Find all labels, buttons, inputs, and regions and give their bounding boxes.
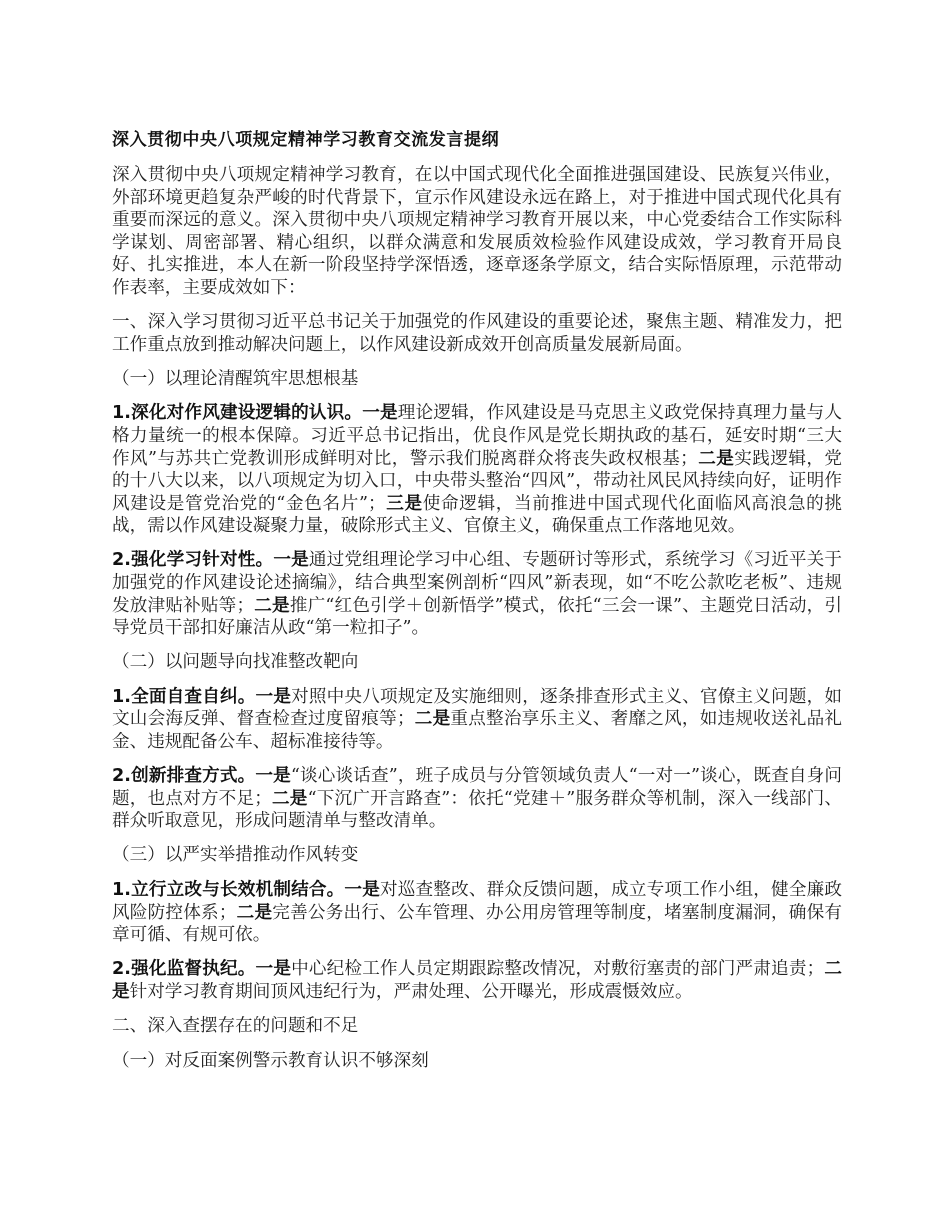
- item-1-3-2: [112, 958, 842, 1003]
- keyword-second: 二是: [112, 959, 842, 1002]
- item-text: “下沉广开言路查”：依托“党建＋”服务群众等机制，深入一线部门、群众听取意见，形成问题清单与整改清单。: [112, 788, 842, 832]
- item-lead: 2.强化学习针对性。: [112, 550, 274, 571]
- subsection-1-3-heading: （三）以严实举措推动作风转变: [112, 845, 359, 866]
- item-1-1-1: [112, 402, 842, 538]
- intro-paragraph: 深入贯彻中央八项规定精神学习教育，在以中国式现代化全面推进强国建设、民族复兴伟业，外部环境更趋复杂严峻的时代背景下，宣示作风建设永远在路上，对于推进中国式现代化具有重要而深远的意义。深入贯彻中央八项规定精神学习教育开展以来，中心党委结合工作实际科学谋划、周密部署、精心组织，以群众满意和发展质效检验作风建设成效，学习教育开局良好、扎实推进，本人在新一阶段坚持学深悟透，逐章逐条学原文，结合实际悟原理，示范带动作表率，主要成效如下：: [112, 165, 842, 298]
- keyword-first: 一是: [255, 766, 291, 787]
- keyword-second: 二是: [697, 448, 735, 469]
- item-text: 推广“红色引学＋创新悟学”模式，依托“三会一课”、主题党日活动，引导党员干部扣好廉洁从政“第一粒扣子”。: [112, 595, 842, 639]
- keyword-second: 二是: [254, 595, 290, 616]
- keyword-second: 二是: [236, 902, 273, 923]
- item-lead: 1.全面自查自纠。: [112, 686, 256, 707]
- section-2-heading: 二、深入查摆存在的问题和不足: [112, 1016, 359, 1036]
- subsection-1-2-heading: （二）以问题导向找准整改靶向: [112, 652, 359, 673]
- item-text: 完善公务出行、公车管理、办公用房管理等制度，堵塞制度漏洞，确保有章可循、有规可依。: [112, 902, 842, 946]
- item-text: 通过党组理论学习中心组、专题研讨等形式，系统学习《习近平关于加强党的作风建设论述摘编》，结合典型案例剖析“四风”新表现，如“不吃公款吃老板”、违规发放津贴补贴等；: [112, 550, 842, 616]
- item-1-2-2: [112, 765, 842, 833]
- keyword-first: 一是: [255, 959, 292, 980]
- keyword-third: 三是: [385, 493, 423, 514]
- item-text: 中心纪检工作人员定期跟踪整改情况，对敷衍塞责的部门严肃追责；: [291, 959, 825, 980]
- item-lead: 2.强化监督执纪。: [112, 959, 256, 980]
- item-lead: 1.深化对作风建设逻辑的认识。: [112, 403, 363, 424]
- item-text: 对照中央八项规定及实施细则，逐条排查形式主义、官僚主义问题，如文山会海反弹、督查检查过度留痕等；: [112, 686, 842, 730]
- item-lead: 2.创新排查方式。: [112, 766, 256, 787]
- item-1-2-1: [112, 686, 842, 754]
- item-1-3-1: [112, 879, 842, 947]
- keyword-first: 一是: [273, 550, 309, 571]
- section-1-heading: 一、深入学习贯彻习近平总书记关于加强党的作风建设的重要论述，聚焦主题、精准发力，把工作重点放到推动解决问题上，以作风建设新成效开创高质量发展新局面。: [112, 312, 842, 355]
- item-text: 针对学习教育期间顶风违纪行为，严肃处理、公开曝光，形成震慑效应。: [129, 981, 693, 1002]
- keyword-second: 二是: [414, 709, 451, 730]
- subsection-2-1-heading: （一）对反面案例警示教育认识不够深刻: [112, 1050, 429, 1071]
- item-text: 理论逻辑，作风建设是马克思主义政党保持真理力量与人格力量统一的根本保障。习近平总书记指出，优良作风是党长期执政的基石，延安时期“三大作风”与苏共亡党教训形成鲜明对比，警示我们脱离群众将丧失政权根基；: [112, 403, 842, 469]
- subsection-1-1-heading: （一）以理论清醒筑牢思想根基: [112, 368, 359, 389]
- item-lead: 1.立行立改与长效机制结合。: [112, 880, 345, 901]
- item-text: 使命逻辑，当前推进中国式现代化面临风高浪急的挑战，需以作风建设凝聚力量，破除形式主义、官僚主义，确保重点工作落地见效。: [112, 493, 842, 537]
- item-text: “谈心谈话查”，班子成员与分管领域负责人“一对一”谈心，既查自身问题，也点对方不足；: [112, 766, 842, 809]
- keyword-first: 一是: [255, 686, 292, 707]
- item-text: 实践逻辑，党的十八大以来，以八项规定为切入口，中央带头整治“四风”，带动社风民风持续向好，证明作风建设是管党治党的“金色名片”；: [112, 448, 842, 514]
- document-title: 深入贯彻中央八项规定精神学习教育交流发言提纲: [112, 130, 500, 150]
- item-1-1-2: [112, 549, 842, 639]
- item-text: 重点整治享乐主义、奢靡之风，如违规收送礼品礼金、违规配备公车、超标准接待等。: [112, 709, 842, 753]
- keyword-first: 一是: [362, 403, 398, 424]
- keyword-second: 二是: [271, 788, 308, 809]
- item-text: 对巡查整改、群众反馈问题，成立专项工作小组，健全廉政风险防控体系；: [112, 880, 842, 923]
- keyword-first: 一是: [344, 880, 380, 901]
- document-page: [112, 128, 842, 1084]
